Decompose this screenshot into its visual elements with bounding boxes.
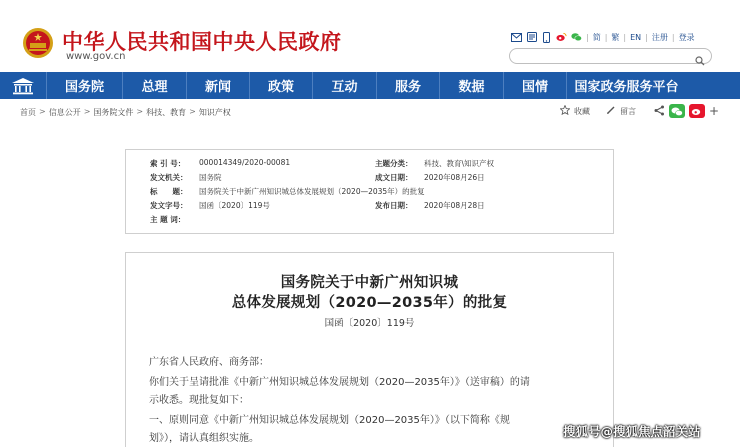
share-weibo-button[interactable] bbox=[689, 104, 705, 118]
nav-item-news[interactable]: 新闻 bbox=[186, 72, 249, 99]
building-icon bbox=[10, 77, 36, 95]
search-box bbox=[509, 48, 712, 64]
document-paragraph: 广东省人民政府、商务部： bbox=[149, 357, 269, 368]
wechat-icon[interactable] bbox=[571, 32, 582, 43]
national-emblem-icon[interactable] bbox=[22, 27, 54, 59]
nav-item-services[interactable]: 服务 bbox=[376, 72, 439, 99]
star-icon[interactable] bbox=[560, 105, 570, 117]
home-nav-button[interactable] bbox=[0, 72, 46, 99]
mail-icon[interactable] bbox=[511, 32, 522, 43]
weibo-icon bbox=[691, 106, 703, 116]
nav-item-national-info[interactable]: 国情 bbox=[503, 72, 566, 99]
document-paragraph: 示收悉。现批复如下： bbox=[149, 395, 249, 406]
weibo-icon[interactable] bbox=[556, 32, 567, 43]
share-wechat-button[interactable] bbox=[669, 104, 685, 118]
watermark: 搜狐号@搜狐焦点韶关站 bbox=[563, 424, 701, 439]
wechat-icon bbox=[671, 107, 683, 116]
breadcrumb-item-home[interactable]: 首页 bbox=[20, 108, 36, 117]
breadcrumb-item-science-education[interactable]: 科技、教育 bbox=[146, 108, 187, 117]
nav-item-policy[interactable]: 政策 bbox=[249, 72, 312, 99]
breadcrumb-item-documents[interactable]: 国务院文件 bbox=[93, 108, 134, 117]
header-toolbar: | 简 | 繁 | EN | 注册 | 登录 bbox=[511, 30, 695, 44]
comment-button[interactable]: 留言 bbox=[620, 106, 636, 116]
traditional-chinese-link[interactable]: 繁 bbox=[611, 32, 620, 42]
nav-item-premier[interactable]: 总理 bbox=[122, 72, 186, 99]
pencil-icon[interactable] bbox=[606, 105, 616, 117]
nav-item-interaction[interactable]: 互动 bbox=[312, 72, 376, 99]
search-icon[interactable] bbox=[695, 51, 705, 70]
breadcrumb-item-info-disclosure[interactable]: 信息公开 bbox=[48, 108, 81, 117]
site-title[interactable]: 中华人民共和国中央人民政府 bbox=[62, 30, 342, 54]
page-actions bbox=[560, 104, 719, 118]
document-body bbox=[125, 252, 614, 447]
favorite-button[interactable]: 收藏 bbox=[574, 106, 590, 116]
login-link[interactable]: 登录 bbox=[678, 32, 695, 42]
document-number: 国函〔2020〕119号 bbox=[324, 318, 415, 329]
site-url: www.gov.cn bbox=[66, 51, 126, 62]
simplified-chinese-link[interactable]: 简 bbox=[592, 32, 601, 42]
more-share-icon[interactable]: + bbox=[709, 104, 720, 118]
register-link[interactable]: 注册 bbox=[651, 32, 668, 42]
mobile-icon[interactable] bbox=[541, 32, 552, 43]
nav-item-gov-service-platform[interactable]: 国家政务服务平台 bbox=[566, 72, 686, 99]
breadcrumb: 首页 > 信息公开 > 国务院文件 > 科技、教育 > 知识产权 bbox=[20, 107, 231, 117]
document-title-line-1: 国务院关于中新广州知识城 bbox=[280, 275, 459, 291]
main-nav bbox=[0, 72, 740, 99]
news-icon[interactable] bbox=[526, 32, 537, 43]
document-paragraph: 一、原则同意《中新广州知识城总体发展规划（2020—2035年）》（以下简称《规 bbox=[149, 415, 510, 426]
nav-item-data[interactable]: 数据 bbox=[439, 72, 503, 99]
document-paragraph: 你们关于呈请批准《中新广州知识城总体发展规划（2020—2035年）》（送审稿）的请 bbox=[149, 377, 530, 388]
document-title-line-2: 总体发展规划（2020—2035年）的批复 bbox=[231, 295, 508, 311]
breadcrumb-item-ip[interactable]: 知识产权 bbox=[198, 108, 231, 117]
site-header bbox=[0, 0, 740, 72]
nav-item-state-council[interactable]: 国务院 bbox=[46, 72, 122, 99]
share-icon[interactable] bbox=[654, 105, 665, 118]
document-meta-box: 索 引 号： 000014349/2020-00081 主题分类： 科技、教育\知识产权 发文机关： 国务院 成文日期： 2020年08月26日 标 题： 国务院关于中新广州知识城总体发展规划（2020—2035年）的批复 发文字号： 国函〔2020〕119号 发布日期： 2020年08月28日 主 题 词： bbox=[125, 149, 614, 234]
search-input[interactable] bbox=[518, 55, 698, 69]
english-link[interactable]: EN bbox=[630, 32, 642, 42]
document-paragraph: 划》），请认真组织实施。 bbox=[149, 433, 259, 444]
